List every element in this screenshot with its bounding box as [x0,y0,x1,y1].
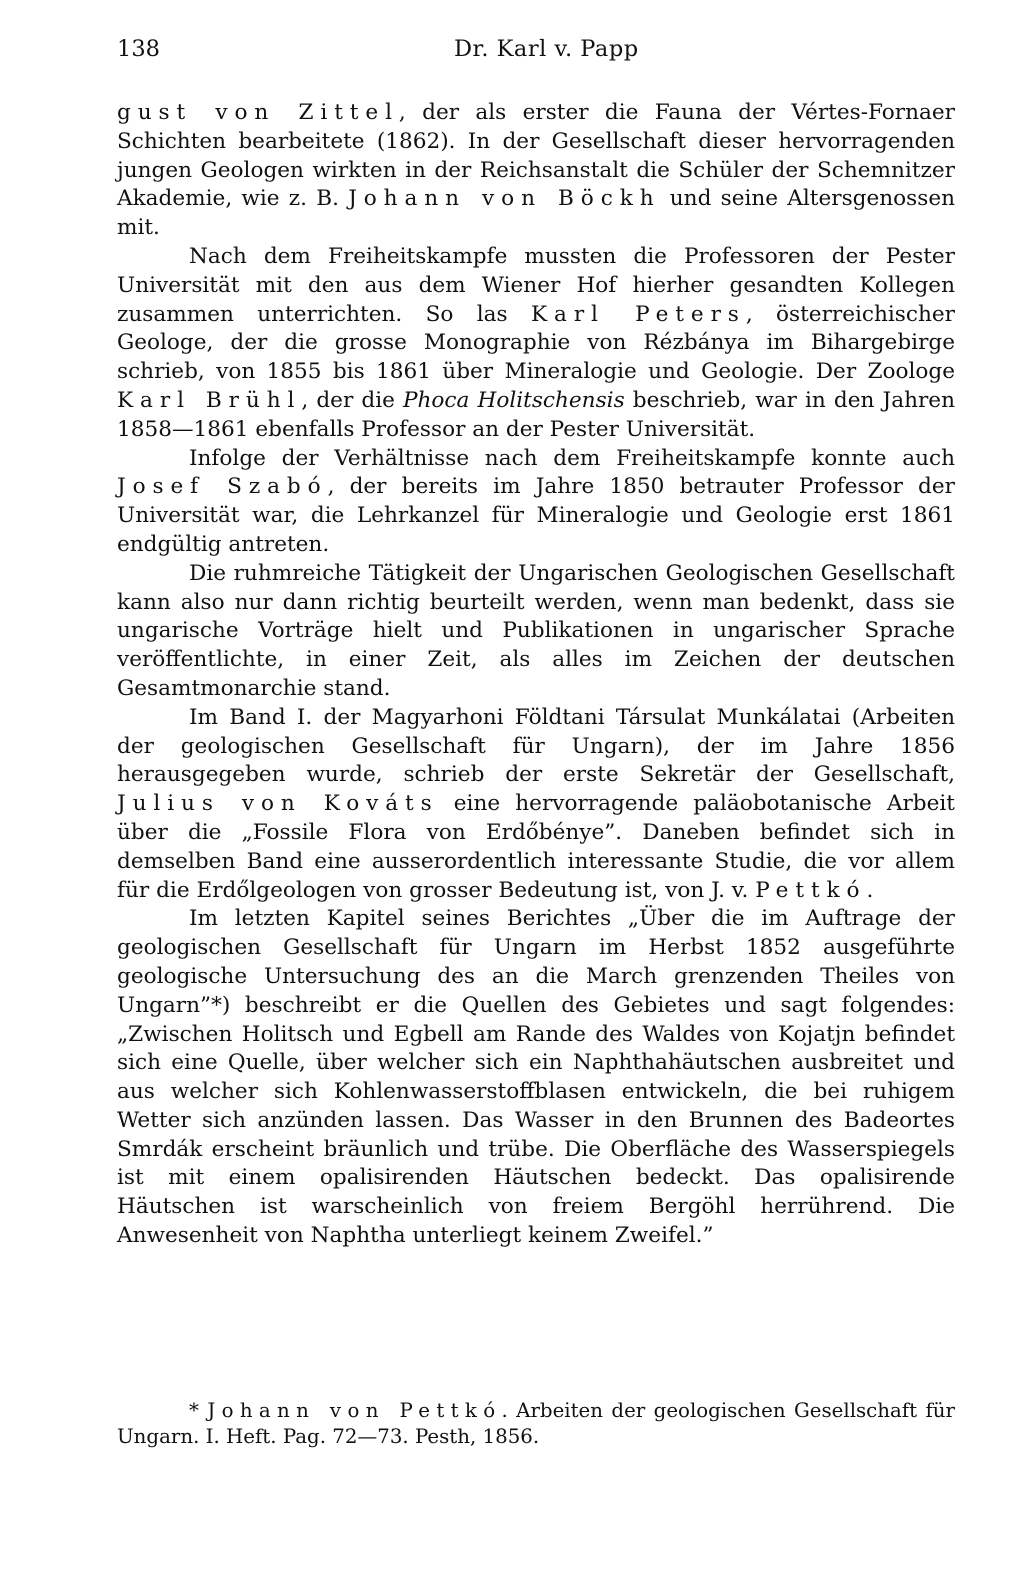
text-run: , der bereits im Jahre 1850 betrauter Professor der Universität war, die Lehrkanzel für Mineralogie und Geologie erst 1861 endgültig antreten. [117,474,955,557]
text-run: Infolge der Verhältnisse nach dem Freiheitskampfe konnte auch [189,445,955,471]
text-run: * [189,1399,208,1422]
page-number: 138 [117,36,160,62]
text-run: beschrieb, war in den Jahren 1858—1861 ebenfalls Professor an der Pester Universität. [117,387,955,442]
text-run: , österreichischer Geologe, der die grosse Monographie von Rézbánya im Bihargebirge schrieb, von 1855 bis 1861 über Mineralogie und Geologie. Der Zoologe [117,301,955,385]
running-head: Dr. Karl v. Papp [454,36,639,62]
text-run: , der die [301,387,403,413]
footnote-text [117,1398,955,1450]
body-text [117,99,955,1251]
spaced-name: Pettkó [755,877,867,903]
paragraph [117,243,955,445]
spaced-name: Julius von Kováts [117,791,439,817]
paragraph [117,560,955,704]
text-run: Nach dem Freiheitskampfe mussten die Professoren der Pester Universität mit den aus dem Wiener Hof hierher gesandten Kollegen zusammen unterrichten. So las [117,243,955,327]
spaced-name: Josef Szabó [117,474,328,500]
text-run: und seine Altersgenossen mit. [117,186,956,241]
text-run: . Arbeiten der geologischen Gesellschaft für Ungarn. I. Heft. Pag. 72—73. Pesth, 1856. [117,1399,955,1448]
paragraph [117,704,955,906]
spaced-name: Johann von Böckh [348,186,661,212]
spaced-name: gust von Zittel [117,100,399,125]
text-run: eine hervorragende paläobotanische Arbeit über die „Fossile Flora von Erdőbénye”. Daneben befindet sich in demselben Band eine ausserordentlich interessante Studie, die vor allem für die Erdőlgeologen von grosser Bedeutung ist, von J. v. [117,791,955,903]
italic-term: Phoca Holitschensis [402,387,625,413]
spaced-name: Karl Brühl [117,387,302,413]
paragraph [117,905,955,1251]
spaced-name: Karl Peters [530,301,746,327]
text-run: Im letzten Kapitel seines Berichtes „Über die im Auftrage der geologischen Gesellschaft für Ungarn im Herbst 1852 ausgeführte geologische Untersuchung des an die March grenzenden Theiles von Ungarn”*) beschreibt er die Quellen des Gebietes und sagt folgendes: „Zwischen Holitsch und Egbell am Rande des Waldes von Kojatjn befindet sich eine Quelle, über welcher sich ein Naphthahäutschen ausbreitet und aus welcher sich Kohlenwasserstoffblasen entwickeln, die bei ruhigem Wetter sich anzünden lassen. Das Wasser in den Brunnen des Badeortes Smrdák erscheint bräunlich und trübe. Die Oberfläche des Wasserspiegels ist mit einem opalisirenden Häutschen bedeckt. Das opalisirende Häutschen ist warscheinlich von freiem Bergöhl herrührend. Die Anwesenheit von Naphtha unterliegt keinem Zweifel.” [117,906,955,1249]
text-run: Im Band I. der Magyarhoni Földtani Társulat Munkálatai (Arbeiten der geologischen Gesellschaft für Ungarn), der im Jahre 1856 herausgegeben wurde, schrieb der erste Sekretär der Gesellschaft, [117,704,955,788]
page-header [117,36,944,68]
paragraph [117,99,955,243]
text-run: Die ruhmreiche Tätigkeit der Ungarischen Geologischen Gesellschaft kann also nur dann richtig beurteilt werden, wenn man bedenkt, dass sie ungarische Vorträge hielt und Publikationen in ungarischer Sprache veröffentlichte, in einer Zeit, als alles im Zeichen der deutschen Gesamtmonarchie stand. [117,560,955,701]
footnote [117,1398,955,1450]
text-run: , der als erster die Fauna der Vértes-Fornaer Schichten bearbeitete (1862). In der Gesellschaft dieser hervorragenden jungen Geologen wirkten in der Reichsanstalt die Schüler der Schemnitzer Akademie, wie z. B. [117,100,955,212]
spaced-name: Johann von Pettkó [207,1399,502,1422]
text-run: . [866,877,874,903]
paragraph [117,445,955,560]
